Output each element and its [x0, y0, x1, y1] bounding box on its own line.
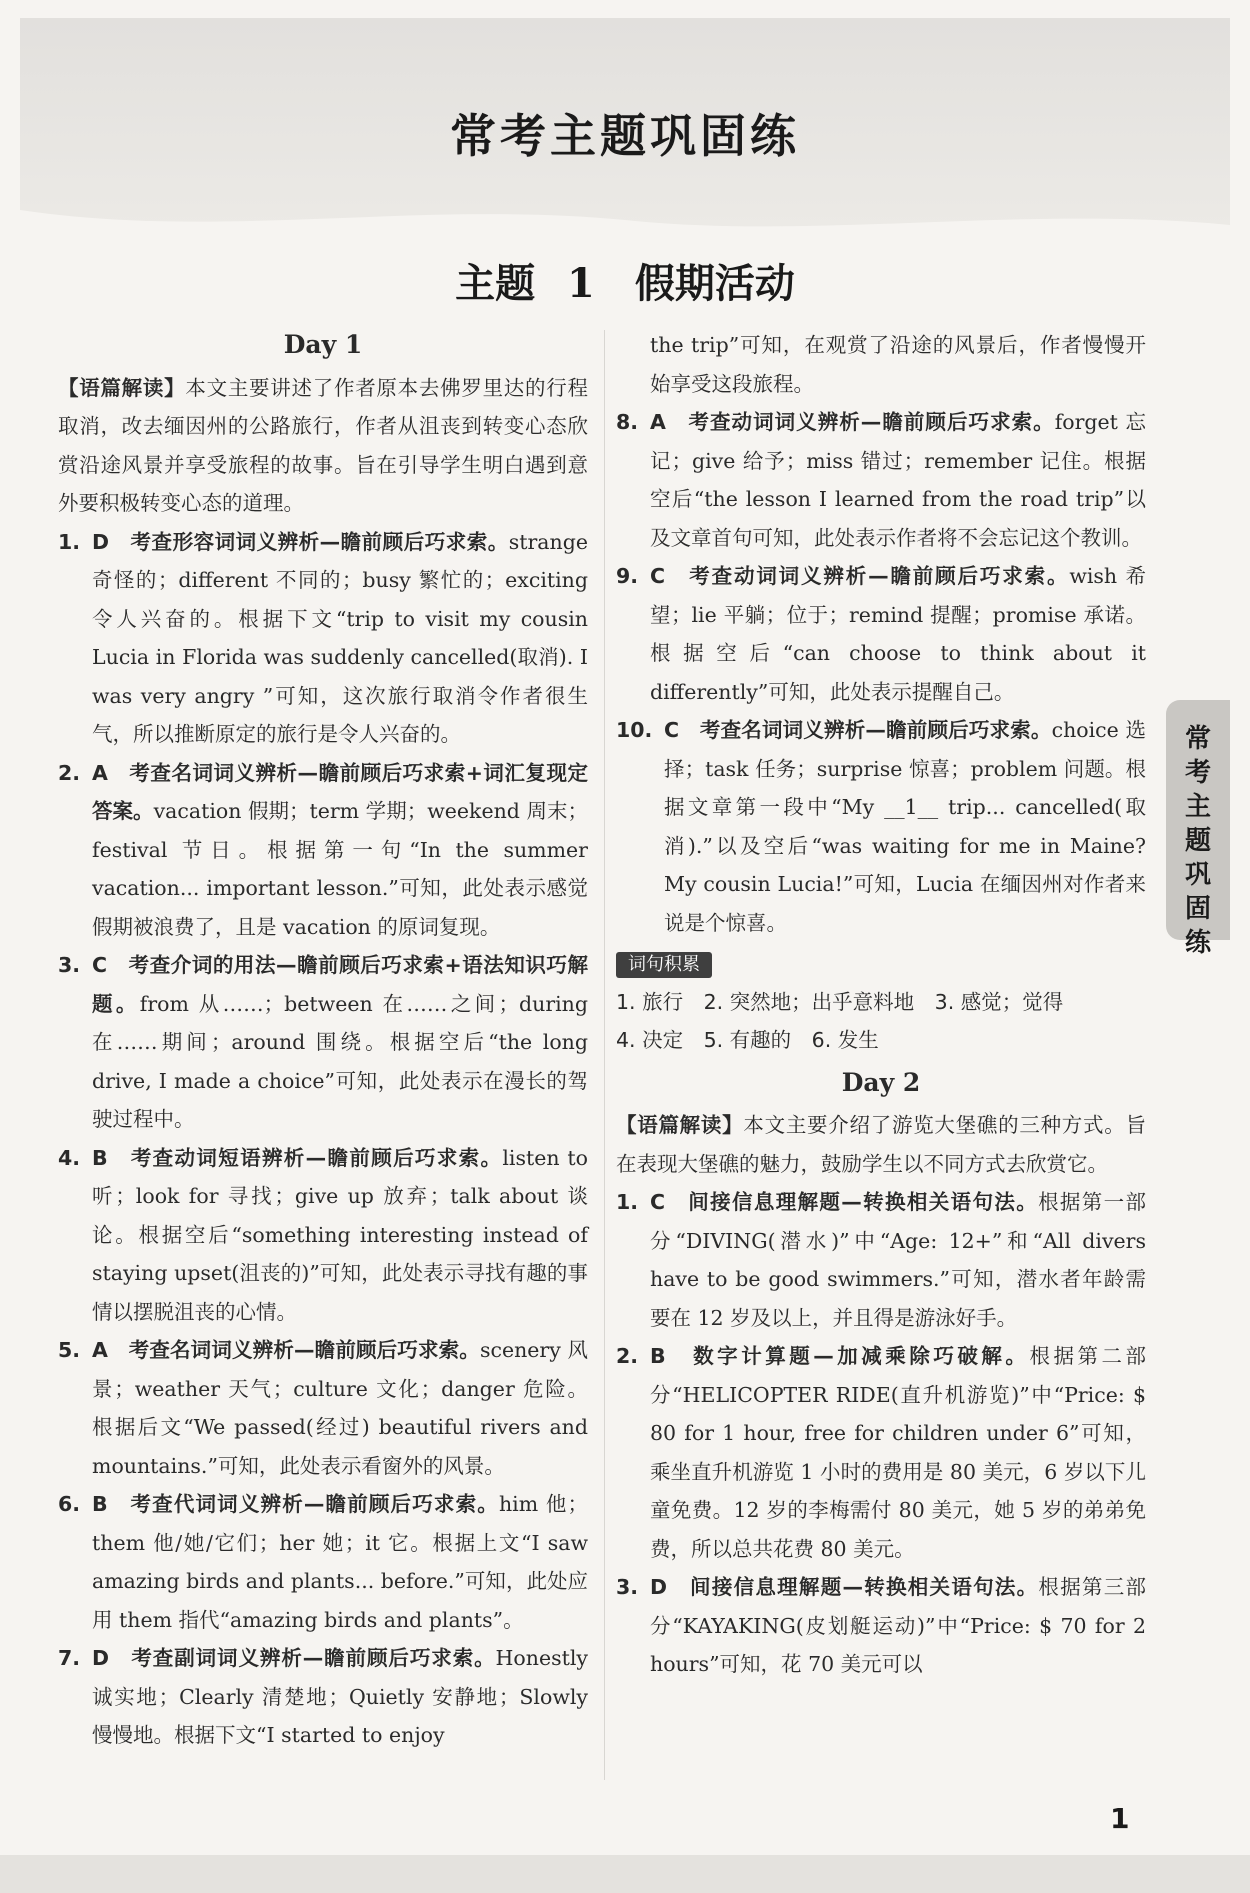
- item-text: him 他；them 他/她/它们；her 她；it 它。根据上文“I saw amazing birds and plants... before.”可知，此处应用 them 指代“amazing birds and plants”。: [92, 1492, 589, 1632]
- item-number: 10.: [616, 718, 653, 742]
- item-head: A 考查动词词义辨析—瞻前顾后巧求索。: [650, 410, 1055, 434]
- bottom-band: [0, 1855, 1250, 1893]
- vocab-line: 4. 决定 5. 有趣的 6. 发生: [616, 1028, 879, 1052]
- item-text: forget 忘记；give 给予；miss 错过；remember 记住。根据空后“the lesson I learned from the road trip”以及文章首句可知，此处表示作者将不会忘记这个教训。: [650, 410, 1146, 550]
- column-divider: [604, 330, 605, 1780]
- item-text: 根据第一部分“DIVING(潜水)”中“Age: 12+”和“All divers have to be good swimmers.”可知，潜水者年龄需要在 12 岁及以上，并且得是游泳好手。: [650, 1190, 1147, 1330]
- item-head: D 考查副词词义辨析—瞻前顾后巧求索。: [92, 1646, 496, 1670]
- day-2-heading: Day 2: [841, 1067, 921, 1097]
- answer-item: [616, 1337, 1146, 1568]
- item-head: A 考查名词词义辨析—瞻前顾后巧求索+词汇复现定答案。: [92, 760, 588, 823]
- answer-item: [58, 523, 588, 754]
- item-number: 2.: [616, 1344, 639, 1368]
- day-1-heading: Day 1: [283, 330, 363, 359]
- answer-item: [58, 1331, 588, 1485]
- item-text: wish 希望；lie 平躺；位于；remind 提醒；promise 承诺。根据空后“can choose to think about it differently”可知，此处表示提醒自己。: [650, 564, 1147, 704]
- item-number: 8.: [616, 410, 639, 434]
- item-text: 根据第二部分“HELICOPTER RIDE(直升机游览)”中“Price: $ 80 for 1 hour, free for children under 6”可知，乘坐直升机游览 1 小时的费用是 80 美元，6 岁以下儿童免费。12 岁的李梅需付 80 美元，她 5 岁的弟弟免费，所以总共花费 80 美元。: [650, 1344, 1147, 1561]
- intro-tag: 【语篇解读】: [616, 1113, 744, 1137]
- item-text: from 从……；between 在……之间；during 在……期间；around 围绕。根据空后“the long drive, I made a choice”可知，此处表示在漫长的驾驶过程中。: [92, 991, 589, 1131]
- item-head: B 数字计算题—加减乘除巧破解。: [650, 1344, 1030, 1368]
- item-text: 根据第三部分“KAYAKING(皮划艇运动)”中“Price: $ 70 for 2 hours”可知，花 70 美元可以: [650, 1575, 1147, 1676]
- item-number: 1.: [616, 1190, 639, 1214]
- item-number: 9.: [616, 564, 639, 588]
- page-number: 1: [1110, 1802, 1130, 1835]
- item-head: C 间接信息理解题—转换相关语句法。: [650, 1190, 1039, 1214]
- vocab-line: 1. 旅行 2. 突然地；出乎意料地 3. 感觉；觉得: [616, 989, 1064, 1014]
- intro-tag: 【语篇解读】: [58, 375, 186, 400]
- vocab-label: 词句积累: [616, 952, 712, 978]
- item-number: 7.: [58, 1646, 81, 1670]
- item-head: C 考查名词词义辨析—瞻前顾后巧求索。: [664, 718, 1052, 742]
- answer-item: [616, 711, 1146, 942]
- left-column: [58, 322, 588, 1755]
- item-text: choice 选择；task 任务；surprise 惊喜；problem 问题。根据文章第一段中“My __1__ trip... cancelled(取消).”以及空后“was waiting for me in Maine? My cousin Lucia!”可知，Lucia 在缅因州对作者来说是个惊喜。: [664, 718, 1146, 935]
- continued-text: the trip”可知，在观赏了沿途的风景后，作者慢慢开始享受这段旅程。: [650, 333, 1146, 396]
- answer-item: [58, 754, 588, 947]
- item-text: Honestly 诚实地；Clearly 清楚地；Quietly 安静地；Slowly 慢慢地。根据下文“I started to enjoy: [92, 1646, 588, 1747]
- answer-item: [58, 1639, 588, 1755]
- item-head: C 考查动词词义辨析—瞻前顾后巧求索。: [650, 564, 1070, 588]
- item-number: 6.: [58, 1492, 81, 1516]
- answer-item: [616, 557, 1146, 711]
- day-2-intro: [616, 1106, 1146, 1183]
- item-head: C 考查介词的用法—瞻前顾后巧求索+语法知识巧解题。: [92, 953, 588, 1016]
- answer-item: [58, 946, 588, 1139]
- item-text: listen to 听；look for 寻找；give up 放弃；talk about 谈论。根据空后“something interesting instead of staying upset(沮丧的)”可知，此处表示寻找有趣的事情以摆脱沮丧的心情。: [92, 1145, 588, 1324]
- item-text: strange 奇怪的；different 不同的；busy 繁忙的；exciting 令人兴奋的。根据下文“trip to visit my cousin Lucia in Florida was suddenly cancelled(取消). I was very angry ”可知，这次旅行取消令作者很生气，所以推断原定的旅行是令人兴奋的。: [92, 529, 588, 746]
- right-column: [616, 326, 1146, 1684]
- main-title: 常考主题巩固练: [450, 109, 800, 163]
- item-number: 1.: [58, 529, 81, 554]
- answer-item: [616, 1568, 1146, 1684]
- item-text: vacation 假期；term 学期；weekend 周末；festival 节日。根据第一句“In the summer vacation... important lesson.”可知，此处表示感觉假期被浪费了，且是 vacation 的原词复现。: [92, 799, 588, 939]
- answer-item: [58, 1485, 588, 1639]
- answer-item: [616, 403, 1146, 557]
- intro-text: 本文主要讲述了作者原本去佛罗里达的行程取消，改去缅因州的公路旅行，作者从沮丧到转变心态欣赏沿途风景并享受旅程的故事。旨在引导学生明白遇到意外要积极转变心态的道理。: [58, 375, 588, 515]
- item-head: D 间接信息理解题—转换相关语句法。: [650, 1575, 1039, 1599]
- item-number: 5.: [58, 1338, 81, 1362]
- item-head: A 考查名词词义辨析—瞻前顾后巧求索。: [92, 1338, 480, 1362]
- item-number: 4.: [58, 1145, 81, 1170]
- item-text: scenery 风景；weather 天气；culture 文化；danger 危险。根据后文“We passed(经过) beautiful rivers and mountains.”可知，此处表示看窗外的风景。: [92, 1338, 588, 1478]
- answer-item: [58, 1139, 588, 1332]
- header-wave-decoration: [20, 200, 1230, 260]
- answer-item: [616, 1183, 1146, 1337]
- item-head: B 考查代词词义辨析—瞻前顾后巧求索。: [92, 1492, 499, 1516]
- item-head: B 考查动词短语辨析—瞻前顾后巧求索。: [92, 1145, 503, 1170]
- intro-text: 本文主要介绍了游览大堡礁的三种方式。旨在表现大堡礁的魅力，鼓励学生以不同方式去欣赏它。: [616, 1113, 1146, 1176]
- item-head: D 考查形容词词义辨析—瞻前顾后巧求索。: [92, 529, 509, 554]
- item-number: 2.: [58, 760, 81, 785]
- side-tab-label: 常考主题巩固练: [1184, 724, 1211, 958]
- topic-title: 主题 1 假期活动: [455, 260, 795, 307]
- item-number: 3.: [58, 953, 81, 977]
- item-number: 3.: [616, 1575, 639, 1599]
- day-1-intro: [58, 369, 588, 523]
